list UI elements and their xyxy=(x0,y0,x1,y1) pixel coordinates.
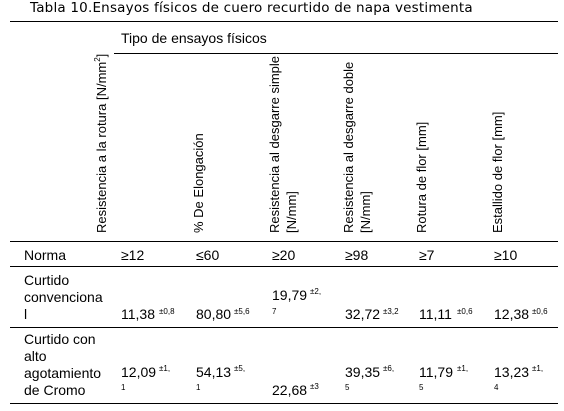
column-header-resistencia-rotura: Resistencia a la rotura $[N/mm^2]$ xyxy=(93,53,109,233)
norma-value-2: ≤60 xyxy=(196,247,220,263)
row2-label-line3: agotamiento xyxy=(24,365,102,381)
norma-value-6: ≥10 xyxy=(494,247,518,263)
row2-pm-6: ±1, xyxy=(532,364,544,373)
row2-pm-1b: 1 xyxy=(121,383,126,392)
rule-top xyxy=(10,21,558,22)
table-caption xyxy=(30,0,473,16)
row2-pm-4b: 5 xyxy=(345,383,350,392)
row2-value-2: 54,13 xyxy=(196,364,232,380)
column-header-desgarre-simple xyxy=(266,56,300,233)
row2-pm-5b: 5 xyxy=(419,383,424,392)
row1-pm-1: ±0,8 xyxy=(159,307,175,316)
norma-value-3: ≥20 xyxy=(272,247,296,263)
rule-row1-bottom xyxy=(10,327,558,328)
row2-value-5: 11,79 xyxy=(419,364,453,380)
row2-value-6: 13,23 xyxy=(494,364,530,380)
row1-value-6: 12,38 xyxy=(494,306,530,322)
rule-header-bottom xyxy=(10,241,558,242)
row2-pm-6b: 4 xyxy=(494,383,499,392)
row2-label xyxy=(24,331,101,399)
row1-pm-3: ±2, xyxy=(310,287,322,296)
row1-value-5: 11,11 xyxy=(419,306,452,322)
row1-pm-3b: 7 xyxy=(272,307,277,316)
row2-label-line4: de Cromo xyxy=(24,382,86,398)
desgarre-simple-line1: Resistencia al desgarre simple xyxy=(267,55,282,233)
column-header-desgarre-doble xyxy=(340,62,374,233)
row1-label-line2: convenciona xyxy=(24,289,103,305)
row2-value-1: 12,09 xyxy=(121,364,157,380)
caption-text: Ensayos físicos de cuero recurtido de napa vestimenta xyxy=(92,0,473,16)
row1-value-2: 80,80 xyxy=(196,306,232,322)
row1-pm-4: ±3,2 xyxy=(383,307,399,316)
column-header-rotura-flor: Rotura de flor [mm] xyxy=(414,121,429,233)
column-header-elongacion: % De Elongación xyxy=(191,133,206,233)
row2-label-line1: Curtido con xyxy=(24,331,96,347)
column-header-estallido-flor: Estallido de flor [mm] xyxy=(490,111,505,233)
rule-bottom xyxy=(10,403,558,404)
row1-pm-5: ±0,6 xyxy=(457,307,473,316)
row2-pm-5: ±1, xyxy=(457,364,469,373)
row1-value-3: 19,79 xyxy=(272,287,308,303)
row2-value-4: 39,35 xyxy=(345,364,381,380)
row2-pm-2b: 1 xyxy=(196,383,201,392)
row2-pm-4: ±6, xyxy=(383,364,395,373)
row2-pm-3: ±3 xyxy=(310,382,319,391)
row2-value-3: 22,68 xyxy=(272,382,308,398)
row2-pm-2: ±5, xyxy=(234,364,246,373)
group-header: Tipo de ensayos físicos xyxy=(121,30,267,46)
norma-value-1: ≥12 xyxy=(121,247,145,263)
norma-label: Norma xyxy=(24,247,67,263)
desgarre-simple-line2: [N/mm] xyxy=(284,191,299,233)
row1-value-4: 32,72 xyxy=(345,306,381,322)
rule-norma-bottom xyxy=(10,266,558,267)
caption-label: Tabla 10. xyxy=(30,0,93,16)
norma-value-4: ≥98 xyxy=(345,247,369,263)
row2-pm-1: ±1, xyxy=(159,364,171,373)
row2-label-line2: alto xyxy=(24,348,47,364)
desgarre-doble-line2: [N/mm] xyxy=(358,191,373,233)
desgarre-doble-line1: Resistencia al desgarre doble xyxy=(341,61,356,233)
row1-label xyxy=(24,272,103,323)
row1-pm-2: ±5,6 xyxy=(234,307,250,316)
rule-header-group xyxy=(114,53,558,54)
norma-value-5: ≥7 xyxy=(419,247,435,263)
row1-value-1: 11,38 xyxy=(121,306,155,322)
row1-pm-6: ±0,6 xyxy=(532,307,548,316)
row1-label-line3: l xyxy=(24,306,28,322)
row1-label-line1: Curtido xyxy=(24,272,70,288)
